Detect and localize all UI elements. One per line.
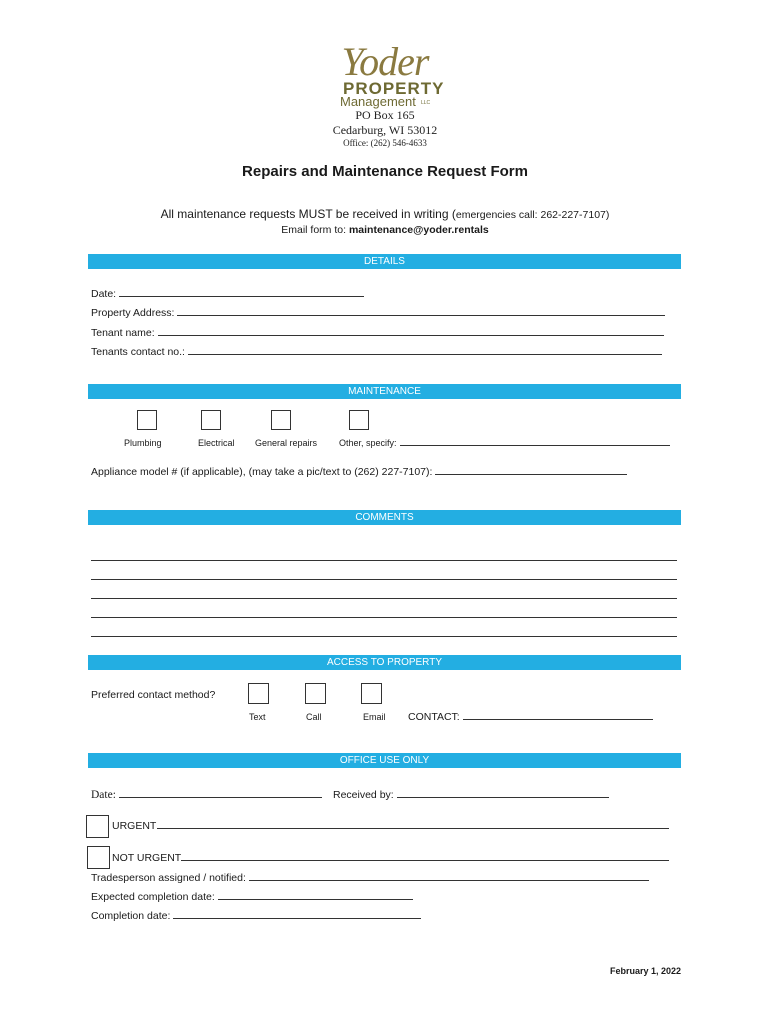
general-repairs-checkbox[interactable]: [271, 410, 291, 430]
tenants-contact-input-line[interactable]: [188, 345, 662, 355]
received-by-label: Received by:: [333, 789, 394, 801]
section-maintenance-header: MAINTENANCE: [88, 384, 681, 399]
received-by-input-line[interactable]: [397, 788, 609, 798]
office-phone: Office: (262) 546-4633: [343, 138, 427, 148]
section-office-header: OFFICE USE ONLY: [88, 753, 681, 768]
subtitle-emergency: emergencies call: 262-227-7107): [455, 209, 610, 221]
logo-llc-text: LLC: [421, 100, 431, 106]
comment-line[interactable]: [91, 598, 677, 599]
urgent-field[interactable]: [112, 819, 669, 833]
logo-property-text: PROPERTY: [343, 79, 445, 98]
tradesperson-input-line[interactable]: [249, 871, 649, 881]
tradesperson-field[interactable]: [91, 871, 649, 885]
received-by-field[interactable]: [333, 788, 609, 802]
plumbing-label: Plumbing: [124, 438, 162, 448]
other-specify-input-line[interactable]: [400, 438, 670, 446]
text-label: Text: [249, 712, 266, 722]
contact-input-line[interactable]: [463, 710, 653, 720]
logo-management-text: Management: [340, 94, 416, 109]
section-comments-header: COMMENTS: [88, 510, 681, 525]
email-address: maintenance@yoder.rentals: [348, 224, 489, 236]
preferred-contact-label: Preferred contact method?: [91, 689, 216, 701]
appliance-model-input-line[interactable]: [435, 465, 627, 475]
section-details-header: DETAILS: [88, 254, 681, 269]
expected-completion-input-line[interactable]: [218, 890, 413, 900]
general-repairs-label: General repairs: [255, 438, 318, 448]
comment-line[interactable]: [91, 636, 677, 637]
footer-date: February 1, 2022: [609, 966, 681, 976]
contact-field[interactable]: [408, 710, 653, 724]
completion-date-field[interactable]: [91, 909, 421, 923]
electrical-checkbox[interactable]: [201, 410, 221, 430]
contact-label: CONTACT:: [408, 711, 460, 723]
tenants-contact-label: Tenants contact no.:: [91, 346, 185, 358]
property-address-label: Property Address:: [91, 307, 175, 319]
logo-yoder-text: Yoder: [341, 39, 429, 84]
comment-line[interactable]: [91, 579, 677, 580]
not-urgent-input-line[interactable]: [181, 851, 669, 861]
other-specify-field[interactable]: [339, 438, 670, 448]
comment-line[interactable]: [91, 617, 677, 618]
subtitle-email-line: [0, 224, 770, 236]
call-label: Call: [306, 712, 322, 722]
office-date-label: Date:: [91, 789, 116, 801]
tenant-name-field[interactable]: [91, 326, 664, 340]
email-label: Email: [363, 712, 386, 722]
completion-date-input-line[interactable]: [173, 909, 421, 919]
email-prefix: Email form to:: [281, 224, 349, 236]
address-line-1: PO Box 165: [355, 108, 415, 122]
comment-line[interactable]: [91, 560, 677, 561]
subtitle-main: All maintenance requests MUST be received in writing (: [160, 207, 456, 221]
urgent-checkbox[interactable]: [86, 815, 109, 838]
email-checkbox[interactable]: [361, 683, 382, 704]
property-address-field[interactable]: [91, 306, 665, 320]
tenants-contact-field[interactable]: [91, 345, 662, 359]
appliance-model-label: Appliance model # (if applicable), (may take a pic/text to (262) 227-7107):: [91, 466, 433, 478]
electrical-label: Electrical: [198, 438, 235, 448]
urgent-label: URGENT: [112, 820, 157, 832]
other-specify-label: Other, specify:: [339, 438, 397, 448]
form-title: Repairs and Maintenance Request Form: [242, 163, 528, 180]
plumbing-checkbox[interactable]: [137, 410, 157, 430]
appliance-model-field[interactable]: [91, 465, 627, 479]
other-checkbox[interactable]: [349, 410, 369, 430]
call-checkbox[interactable]: [305, 683, 326, 704]
date-input-line[interactable]: [119, 287, 364, 297]
expected-completion-label: Expected completion date:: [91, 891, 215, 903]
section-access-header: ACCESS TO PROPERTY: [88, 655, 681, 670]
date-field[interactable]: [91, 287, 364, 301]
office-date-field[interactable]: [91, 788, 322, 802]
office-date-input-line[interactable]: [119, 788, 322, 798]
not-urgent-field[interactable]: [112, 851, 669, 865]
tenant-name-input-line[interactable]: [158, 326, 664, 336]
tenant-name-label: Tenant name:: [91, 327, 155, 339]
expected-completion-field[interactable]: [91, 890, 413, 904]
text-checkbox[interactable]: [248, 683, 269, 704]
property-address-input-line[interactable]: [177, 306, 665, 316]
completion-date-label: Completion date:: [91, 910, 171, 922]
not-urgent-label: NOT URGENT: [112, 852, 182, 864]
address-line-2: Cedarburg, WI 53012: [332, 123, 438, 137]
urgent-input-line[interactable]: [157, 819, 669, 829]
not-urgent-checkbox[interactable]: [87, 846, 110, 869]
tradesperson-label: Tradesperson assigned / notified:: [91, 872, 246, 884]
date-label: Date:: [91, 288, 117, 300]
subtitle-writing-notice: [0, 207, 770, 221]
